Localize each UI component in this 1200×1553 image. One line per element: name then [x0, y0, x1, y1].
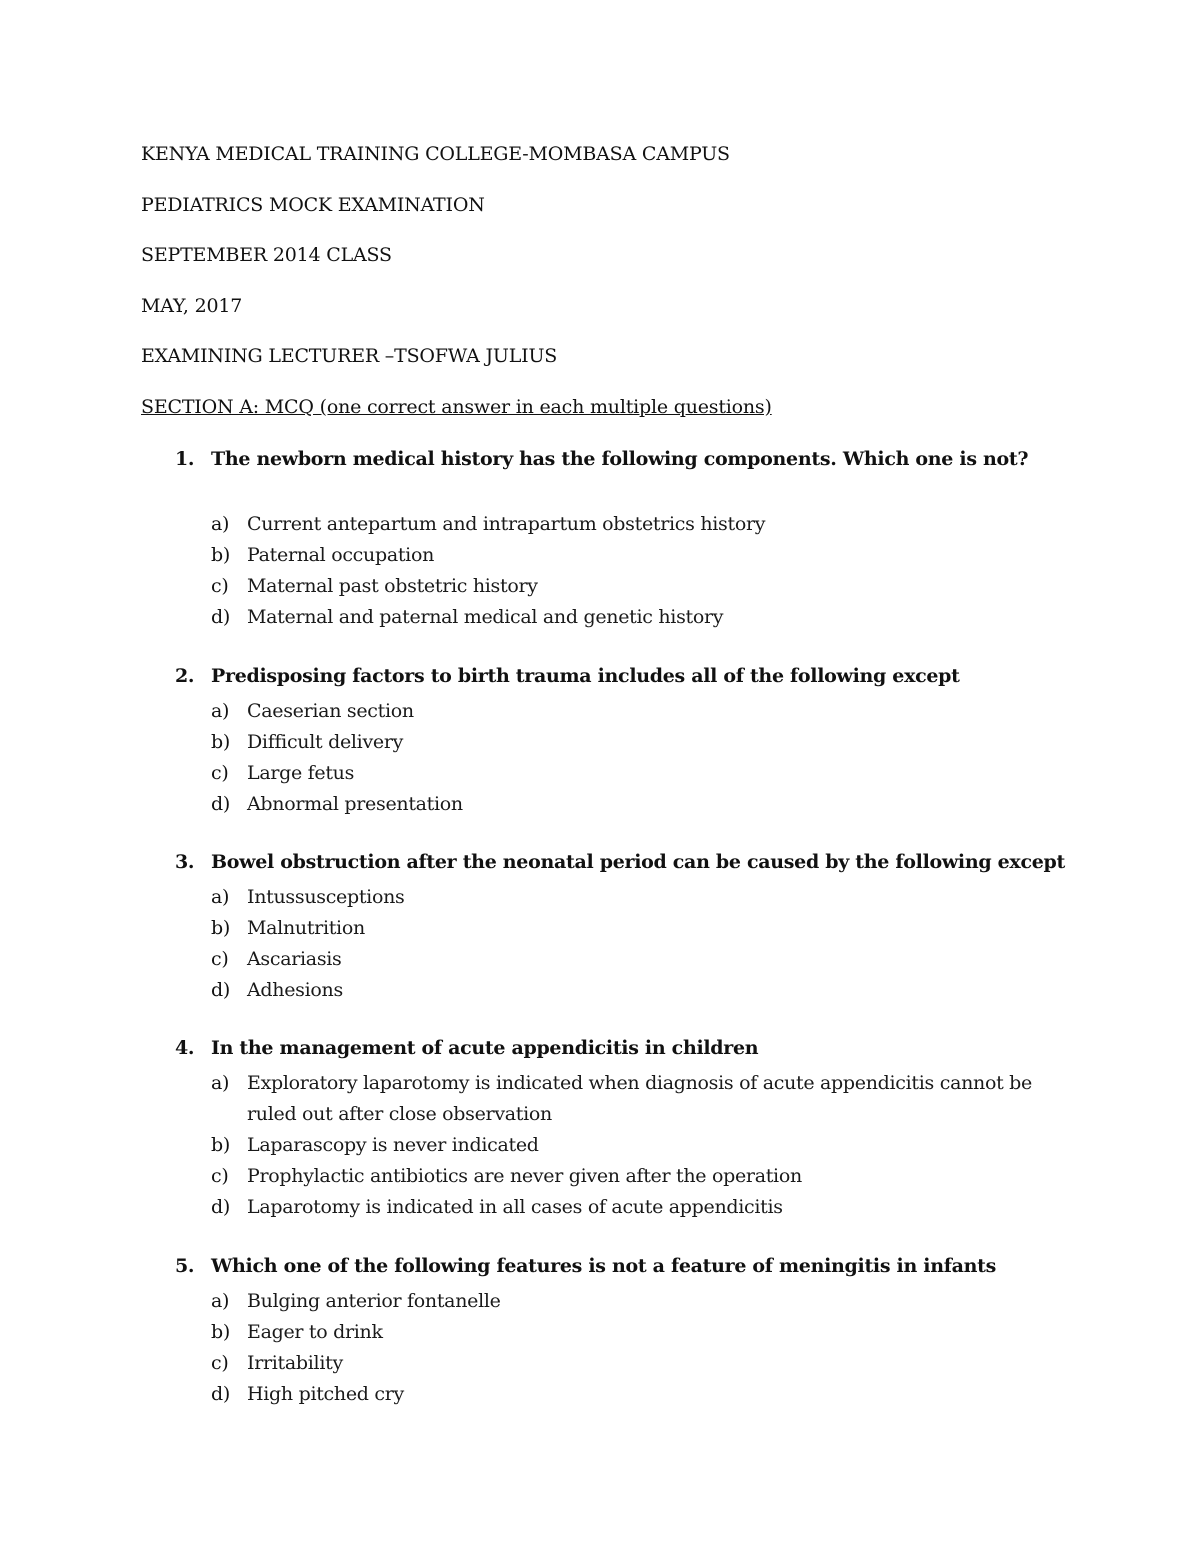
option-c: [0, 571, 1200, 602]
option-list: [0, 509, 1200, 633]
section-a-title: SECTION A: MCQ (one correct answer in each multiple questions): [141, 396, 772, 418]
question-5: [0, 1255, 1200, 1410]
question-number: 3.: [175, 851, 195, 873]
option-list: [0, 696, 1200, 820]
question-number: 4.: [175, 1037, 195, 1059]
option-letter: a): [211, 513, 230, 535]
option-letter: b): [211, 731, 230, 753]
option-d: [0, 789, 1200, 820]
option-letter: d): [211, 793, 230, 815]
option-c: [0, 758, 1200, 789]
option-letter: b): [211, 1134, 230, 1156]
option-text: Eager to drink: [247, 1321, 383, 1343]
option-text: Maternal and paternal medical and genetic history: [247, 606, 724, 628]
exam-title: PEDIATRICS MOCK EXAMINATION: [141, 194, 485, 216]
option-c: [0, 944, 1200, 975]
option-text: Paternal occupation: [247, 544, 435, 566]
exam-date: MAY, 2017: [141, 295, 243, 317]
option-d: [0, 1192, 1200, 1223]
option-b: [0, 913, 1200, 944]
option-text: Bulging anterior fontanelle: [247, 1290, 501, 1312]
option-d: [0, 602, 1200, 633]
examining-lecturer: EXAMINING LECTURER –TSOFWA JULIUS: [141, 345, 558, 367]
question-stem: [0, 851, 1200, 882]
question-stem: [0, 448, 1200, 479]
option-letter: b): [211, 917, 230, 939]
option-a: [0, 509, 1200, 540]
option-b: [0, 1130, 1200, 1161]
option-letter: c): [211, 762, 229, 784]
question-number: 1.: [175, 448, 195, 470]
question-2: [0, 665, 1200, 820]
question-number: 2.: [175, 665, 195, 687]
option-letter: a): [211, 886, 230, 908]
option-list: [0, 1068, 1200, 1223]
option-a: [0, 696, 1200, 727]
option-text: Ascariasis: [247, 948, 342, 970]
option-list: [0, 882, 1200, 1006]
option-text: Intussusceptions: [247, 886, 405, 908]
option-a: [0, 882, 1200, 913]
option-b: [0, 727, 1200, 758]
option-letter: b): [211, 544, 230, 566]
option-letter: c): [211, 948, 229, 970]
option-letter: d): [211, 979, 230, 1001]
option-text: Large fetus: [247, 762, 355, 784]
question-4: [0, 1037, 1200, 1223]
option-letter: d): [211, 1383, 230, 1405]
option-text: Laparascopy is never indicated: [247, 1134, 539, 1156]
class-label: SEPTEMBER 2014 CLASS: [141, 244, 392, 266]
question-stem: [0, 665, 1200, 696]
option-text: Caeserian section: [247, 700, 414, 722]
option-text: High pitched cry: [247, 1383, 404, 1405]
option-text: Current antepartum and intrapartum obstetrics history: [247, 513, 766, 535]
option-letter: c): [211, 1165, 229, 1187]
college-name: KENYA MEDICAL TRAINING COLLEGE-MOMBASA CAMPUS: [141, 143, 730, 165]
option-letter: d): [211, 1196, 230, 1218]
option-d: [0, 1379, 1200, 1410]
option-text: Abnormal presentation: [247, 793, 463, 815]
option-letter: a): [211, 700, 230, 722]
option-letter: c): [211, 575, 229, 597]
question-number: 5.: [175, 1255, 195, 1277]
option-text: Prophylactic antibiotics are never given after the operation: [247, 1165, 802, 1187]
option-text: Irritability: [247, 1352, 343, 1374]
option-text: Difficult delivery: [247, 731, 404, 753]
option-list: [0, 1286, 1200, 1410]
option-letter: b): [211, 1321, 230, 1343]
option-letter: c): [211, 1352, 229, 1374]
question-text: Predisposing factors to birth trauma includes all of the following except: [211, 665, 960, 687]
question-text: In the management of acute appendicitis in children: [211, 1037, 759, 1059]
option-letter: a): [211, 1290, 230, 1312]
question-text: Which one of the following features is not a feature of meningitis in infants: [211, 1255, 996, 1277]
question-text: Bowel obstruction after the neonatal period can be caused by the following except: [211, 851, 1065, 873]
option-text: Adhesions: [247, 979, 343, 1001]
question-1: [0, 448, 1200, 633]
option-a: [0, 1286, 1200, 1317]
option-text: Exploratory laparotomy is indicated when diagnosis of acute appendicitis cannot be ruled out after close observation: [247, 1072, 1032, 1125]
question-text: The newborn medical history has the following components. Which one is not?: [211, 448, 1029, 470]
option-letter: a): [211, 1072, 230, 1094]
option-letter: d): [211, 606, 230, 628]
option-text: Malnutrition: [247, 917, 365, 939]
question-3: [0, 851, 1200, 1006]
question-stem: [0, 1037, 1200, 1068]
option-c: [0, 1161, 1200, 1192]
option-b: [0, 540, 1200, 571]
option-b: [0, 1317, 1200, 1348]
option-d: [0, 975, 1200, 1006]
option-text: Laparotomy is indicated in all cases of acute appendicitis: [247, 1196, 783, 1218]
option-a: [0, 1068, 1200, 1130]
option-text: Maternal past obstetric history: [247, 575, 538, 597]
option-c: [0, 1348, 1200, 1379]
question-stem: [0, 1255, 1200, 1286]
